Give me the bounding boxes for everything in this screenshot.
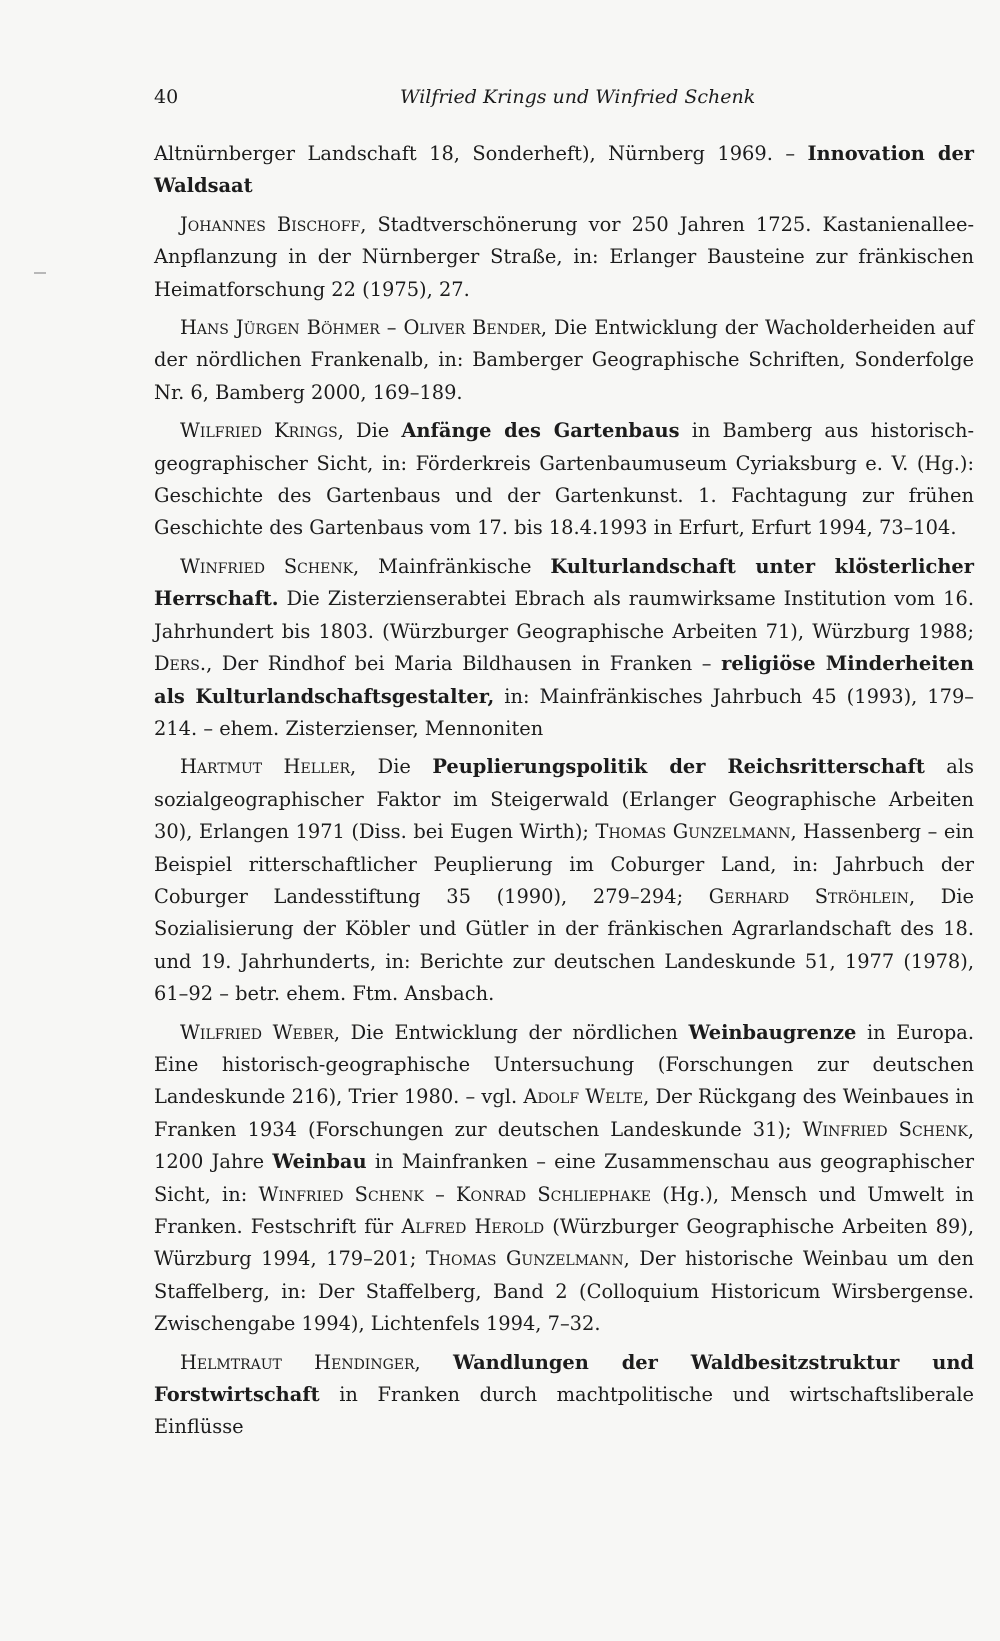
bold-topic: Peuplierungspolitik der Reichsritterschaft bbox=[432, 755, 925, 779]
margin-pencil-mark bbox=[34, 272, 46, 274]
author-name: Winfried Schenk bbox=[258, 1182, 424, 1206]
author-name: Winfried Schenk bbox=[180, 554, 354, 578]
author-name: Thomas Gunzelmann bbox=[595, 820, 791, 844]
bold-topic: Weinbaugrenze bbox=[688, 1020, 857, 1044]
author-name: Hartmut Heller bbox=[180, 755, 351, 779]
entry-weber: Wilfried Weber, Die Entwicklung der nördlichen Weinbaugrenze in Europa. Eine historisch-geographische Untersuchung (Forschungen zur deutschen Landeskunde 216), Trier 1980. – vgl. Adolf Welte, Der Rückgang des Weinbaues in Franken 1934 (Forschungen zur deutschen Landeskunde 31); Winfried Schenk, 1200 Jahre Weinbau in Mainfranken – eine Zusammenschau aus geographischer Sicht, in: Winfried Schenk – Konrad Schliephake (Hg.), Mensch und Umwelt in Franken. Festschrift für Alfred Herold (Würzburger Geographische Arbeiten 89), Würzburg 1994, 179–201; Thomas Gunzelmann, Der historische Weinbau um den Staffelberg, in: Der Staffelberg, Band 2 (Colloquium Historicum Wirsbergense. Zwischengabe 1994), Lichtenfels 1994, 7–32. bbox=[154, 1020, 975, 1336]
entry-bischoff: Johannes Bischoff, Stadtverschönerung vor 250 Jahren 1725. Kastanienallee-Anpflanzung in der Nürnberger Straße, in: Erlanger Bausteine zur fränkischen Heimatforschung 22 (1975), 27. bbox=[154, 212, 975, 301]
page-header bbox=[154, 80, 974, 114]
entry-heller: Hartmut Heller, Die Peuplierungspolitik der Reichsritterschaft als sozialgeographischer Faktor im Steigerwald (Erlanger Geographische Arbeiten 30), Erlangen 1971 (Diss. bei Eugen Wirth); Thomas Gunzelmann, Hassenberg – ein Beispiel ritterschaftlicher Peuplierung im Coburger Land, in: Jahrbuch der Coburger Landesstiftung 35 (1990), 279–294; Gerhard Ströhlein, Die Sozialisierung der Köbler und Gütler in der fränkischen Agrarlandschaft des 18. und 19. Jahrhunderts, in: Berichte zur deutschen Landeskunde 51, 1977 (1978), 61–92 – betr. ehem. Ftm. Ansbach. bbox=[154, 755, 975, 1006]
bold-topic: Weinbau bbox=[272, 1150, 367, 1174]
bold-topic: Kulturlandschaft unter klösterlicher Herrschaft. bbox=[154, 554, 974, 611]
author-name: Thomas Gunzelmann bbox=[425, 1247, 624, 1271]
author-name: Helmtraut Hendinger bbox=[180, 1350, 415, 1374]
author-name: Wilfried Krings bbox=[180, 419, 338, 443]
author-name: Ders. bbox=[154, 652, 207, 676]
author-name: Johannes Bischoff bbox=[180, 212, 361, 236]
bold-topic: Wandlungen der Waldbesitzstruktur und Forstwirtschaft bbox=[154, 1350, 974, 1407]
entry-hendinger: Helmtraut Hendinger, Wandlungen der Waldbesitzstruktur und Forstwirtschaft in Franken durch machtpolitische und wirtschaftsliberale Einflüsse bbox=[154, 1350, 974, 1439]
bold-topic: religiöse Minderheiten als Kulturlandschaftsgestalter, bbox=[154, 652, 974, 708]
author-name: Winfried Schenk bbox=[802, 1117, 968, 1141]
running-title: Wilfried Krings und Winfried Schenk bbox=[400, 86, 756, 108]
paragraph-continuation: Altnürnberger Landschaft 18, Sonderheft), Nürnberg 1969. – Innovation der Waldsaat bbox=[154, 142, 975, 198]
author-name: Konrad Schliephake bbox=[456, 1182, 652, 1206]
bold-topic: Innovation der Waldsaat bbox=[154, 142, 975, 198]
author-name: Wilfried Weber bbox=[180, 1020, 334, 1044]
bold-topic: Anfänge des Gartenbaus bbox=[401, 419, 680, 443]
author-name: Oliver Bender bbox=[403, 316, 541, 340]
entry-schenk-kulturlandschaft: Winfried Schenk, Mainfränkische Kulturlandschaft unter klösterlicher Herrschaft. Die Zisterzienserabtei Ebrach als raumwirksame Institution vom 16. Jahrhundert bis 1803. (Würzburger Geographische Arbeiten 71), Würzburg 1988; Ders., Der Rindhof bei Maria Bildhausen in Franken – religiöse Minderheiten als Kulturlandschaftsgestalter, in: Mainfränkisches Jahrbuch 45 (1993), 179–214. – ehem. Zisterzienser, Mennoniten bbox=[154, 554, 974, 740]
author-name: Gerhard Ströhlein bbox=[708, 884, 909, 908]
author-name: Hans Jürgen Böhmer bbox=[180, 316, 380, 340]
body-text bbox=[154, 138, 974, 1444]
entry-krings: Wilfried Krings, Die Anfänge des Gartenbaus in Bamberg aus historisch-geographischer Sicht, in: Förderkreis Gartenbaumuseum Cyriaksburg e. V. (Hg.): Geschichte des Gartenbaus und der Gartenkunst. 1. Fachtagung zur frühen Geschichte des Gartenbaus vom 17. bis 18.4.1993 in Erfurt, Erfurt 1994, 73–104. bbox=[154, 419, 974, 540]
page-number: 40 bbox=[154, 86, 179, 108]
author-name: Alfred Herold bbox=[401, 1215, 545, 1238]
author-name: Adolf Welte bbox=[523, 1085, 644, 1109]
entry-boehmer-bender: Hans Jürgen Böhmer – Oliver Bender, Die Entwicklung der Wacholderheiden auf der nördlichen Frankenalb, in: Bamberger Geographische Schriften, Sonderfolge Nr. 6, Bamberg 2000, 169–189. bbox=[154, 316, 974, 404]
